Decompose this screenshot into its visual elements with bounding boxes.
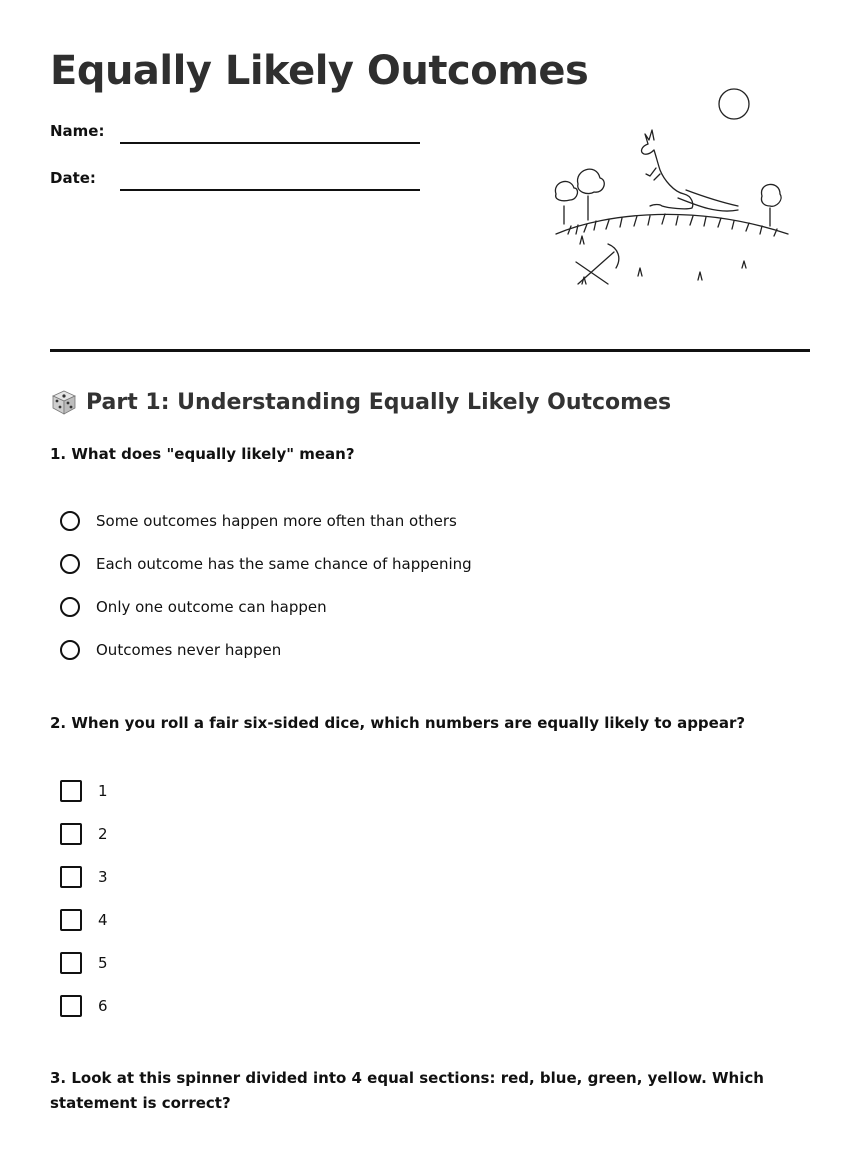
q2-option-6[interactable] bbox=[60, 995, 108, 1017]
q2-option-5[interactable] bbox=[60, 952, 108, 974]
part1-heading-text: Part 1: Understanding Equally Likely Outcomes bbox=[86, 389, 672, 415]
radio-button[interactable] bbox=[60, 511, 80, 531]
radio-button[interactable] bbox=[60, 597, 80, 617]
option-label: 6 bbox=[98, 997, 108, 1015]
q1-option-4[interactable] bbox=[60, 640, 281, 660]
option-label: Each outcome has the same chance of happening bbox=[96, 555, 472, 573]
radio-button[interactable] bbox=[60, 554, 80, 574]
q2-option-1[interactable] bbox=[60, 780, 108, 802]
dice-icon bbox=[50, 388, 78, 416]
question-1: 1. What does "equally likely" mean? bbox=[50, 445, 355, 463]
q1-option-1[interactable] bbox=[60, 511, 457, 531]
radio-button[interactable] bbox=[60, 640, 80, 660]
worksheet-title: Equally Likely Outcomes bbox=[50, 48, 589, 94]
kangaroo-illustration bbox=[548, 84, 798, 294]
option-label: 1 bbox=[98, 782, 108, 800]
option-label: Some outcomes happen more often than others bbox=[96, 512, 457, 530]
option-label: Outcomes never happen bbox=[96, 641, 282, 659]
option-label: 4 bbox=[98, 911, 108, 929]
option-label: 2 bbox=[98, 825, 108, 843]
checkbox[interactable] bbox=[60, 995, 82, 1017]
name-label: Name: bbox=[50, 122, 105, 140]
checkbox[interactable] bbox=[60, 866, 82, 888]
date-label: Date: bbox=[50, 169, 96, 187]
q2-option-3[interactable] bbox=[60, 866, 108, 888]
option-label: Only one outcome can happen bbox=[96, 598, 327, 616]
checkbox[interactable] bbox=[60, 823, 82, 845]
q2-option-4[interactable] bbox=[60, 909, 108, 931]
q2-option-2[interactable] bbox=[60, 823, 108, 845]
question-2: 2. When you roll a fair six-sided dice, which numbers are equally likely to appear? bbox=[50, 714, 746, 732]
name-input-line[interactable] bbox=[120, 142, 420, 144]
checkbox[interactable] bbox=[60, 909, 82, 931]
question-3: 3. Look at this spinner divided into 4 equal sections: red, blue, green, yellow. Which statement is correct? bbox=[50, 1069, 764, 1112]
option-label: 3 bbox=[98, 868, 108, 886]
date-input-line[interactable] bbox=[120, 189, 420, 191]
q1-option-2[interactable] bbox=[60, 554, 472, 574]
header-divider bbox=[50, 349, 810, 352]
option-label: 5 bbox=[98, 954, 108, 972]
checkbox[interactable] bbox=[60, 952, 82, 974]
q1-option-3[interactable] bbox=[60, 597, 327, 617]
checkbox[interactable] bbox=[60, 780, 82, 802]
part1-heading bbox=[50, 388, 671, 416]
